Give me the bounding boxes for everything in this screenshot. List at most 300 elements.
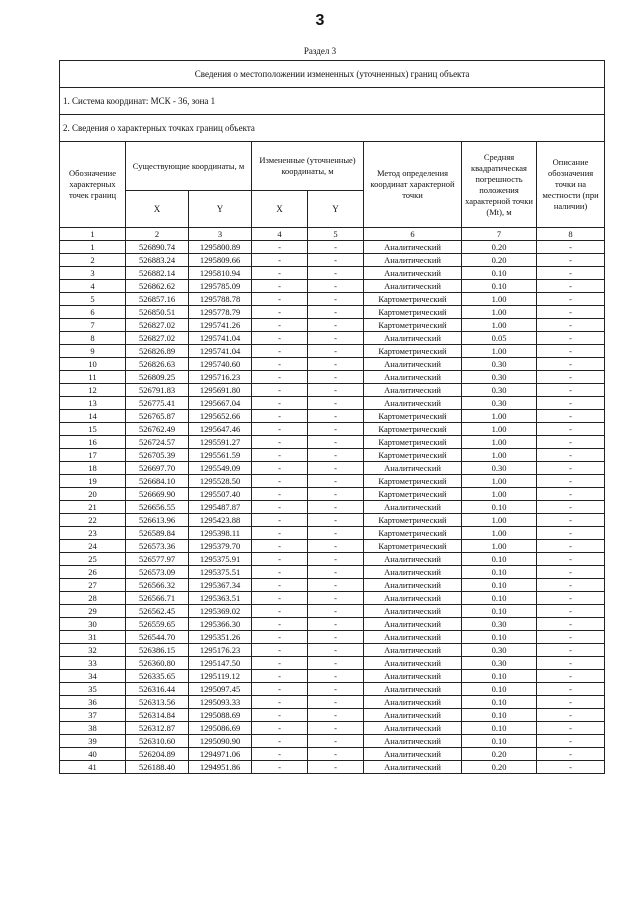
changed-y: - bbox=[308, 254, 364, 267]
point-number: 24 bbox=[60, 540, 126, 553]
table-row bbox=[60, 462, 605, 475]
existing-y: 1295367.34 bbox=[189, 579, 252, 592]
description: - bbox=[537, 670, 605, 683]
point-number: 26 bbox=[60, 566, 126, 579]
changed-y: - bbox=[308, 280, 364, 293]
description: - bbox=[537, 540, 605, 553]
point-number: 2 bbox=[60, 254, 126, 267]
point-number: 15 bbox=[60, 423, 126, 436]
existing-x: 526862.62 bbox=[126, 280, 189, 293]
table-row bbox=[60, 605, 605, 618]
description: - bbox=[537, 748, 605, 761]
column-number-row bbox=[60, 228, 605, 241]
table-row bbox=[60, 761, 605, 774]
table-row bbox=[60, 709, 605, 722]
changed-x: - bbox=[252, 241, 308, 254]
point-number: 39 bbox=[60, 735, 126, 748]
changed-y: - bbox=[308, 384, 364, 397]
existing-y: 1295741.04 bbox=[189, 345, 252, 358]
table-row bbox=[60, 449, 605, 462]
description: - bbox=[537, 501, 605, 514]
point-number: 34 bbox=[60, 670, 126, 683]
column-number: 6 bbox=[364, 228, 462, 241]
existing-y: 1295652.66 bbox=[189, 410, 252, 423]
error: 1.00 bbox=[462, 475, 537, 488]
description: - bbox=[537, 683, 605, 696]
existing-y: 1295351.26 bbox=[189, 631, 252, 644]
method: Аналитический bbox=[364, 709, 462, 722]
existing-x: 526316.44 bbox=[126, 683, 189, 696]
boundary-points-table bbox=[59, 60, 605, 774]
error: 0.30 bbox=[462, 657, 537, 670]
method: Аналитический bbox=[364, 748, 462, 761]
existing-x: 526826.89 bbox=[126, 345, 189, 358]
error: 0.10 bbox=[462, 696, 537, 709]
table-row bbox=[60, 254, 605, 267]
error: 0.30 bbox=[462, 397, 537, 410]
existing-x: 526791.83 bbox=[126, 384, 189, 397]
changed-x: - bbox=[252, 631, 308, 644]
method: Аналитический bbox=[364, 696, 462, 709]
table-row bbox=[60, 748, 605, 761]
point-number: 17 bbox=[60, 449, 126, 462]
method: Аналитический bbox=[364, 397, 462, 410]
existing-y: 1295591.27 bbox=[189, 436, 252, 449]
method: Аналитический bbox=[364, 371, 462, 384]
error: 0.20 bbox=[462, 761, 537, 774]
header-existing-y: Y bbox=[189, 191, 252, 228]
point-number: 18 bbox=[60, 462, 126, 475]
column-number: 8 bbox=[537, 228, 605, 241]
existing-x: 526775.41 bbox=[126, 397, 189, 410]
error: 1.00 bbox=[462, 436, 537, 449]
point-number: 16 bbox=[60, 436, 126, 449]
existing-x: 526883.24 bbox=[126, 254, 189, 267]
existing-y: 1295561.59 bbox=[189, 449, 252, 462]
method: Картометрический bbox=[364, 475, 462, 488]
changed-y: - bbox=[308, 566, 364, 579]
table-title: Сведения о местоположении измененных (уточненных) границ объекта bbox=[60, 61, 605, 88]
changed-y: - bbox=[308, 475, 364, 488]
changed-x: - bbox=[252, 345, 308, 358]
changed-y: - bbox=[308, 644, 364, 657]
point-number: 8 bbox=[60, 332, 126, 345]
point-number: 38 bbox=[60, 722, 126, 735]
existing-x: 526188.40 bbox=[126, 761, 189, 774]
table-row bbox=[60, 384, 605, 397]
table-row bbox=[60, 501, 605, 514]
error: 0.30 bbox=[462, 384, 537, 397]
points-section-line: 2. Сведения о характерных точках границ объекта bbox=[60, 115, 605, 142]
changed-x: - bbox=[252, 267, 308, 280]
point-number: 12 bbox=[60, 384, 126, 397]
table-row bbox=[60, 540, 605, 553]
table-row bbox=[60, 306, 605, 319]
existing-x: 526765.87 bbox=[126, 410, 189, 423]
changed-y: - bbox=[308, 527, 364, 540]
error: 0.30 bbox=[462, 462, 537, 475]
error: 0.30 bbox=[462, 371, 537, 384]
method: Картометрический bbox=[364, 449, 462, 462]
method: Аналитический bbox=[364, 384, 462, 397]
changed-y: - bbox=[308, 605, 364, 618]
changed-x: - bbox=[252, 735, 308, 748]
method: Аналитический bbox=[364, 761, 462, 774]
description: - bbox=[537, 332, 605, 345]
description: - bbox=[537, 462, 605, 475]
point-number: 19 bbox=[60, 475, 126, 488]
changed-y: - bbox=[308, 553, 364, 566]
point-number: 22 bbox=[60, 514, 126, 527]
point-number: 3 bbox=[60, 267, 126, 280]
table-row bbox=[60, 332, 605, 345]
existing-y: 1295487.87 bbox=[189, 501, 252, 514]
error: 0.10 bbox=[462, 280, 537, 293]
description: - bbox=[537, 553, 605, 566]
page-number: 3 bbox=[315, 12, 325, 29]
point-number: 10 bbox=[60, 358, 126, 371]
error: 0.10 bbox=[462, 722, 537, 735]
existing-x: 526669.90 bbox=[126, 488, 189, 501]
description: - bbox=[537, 722, 605, 735]
point-number: 20 bbox=[60, 488, 126, 501]
changed-y: - bbox=[308, 631, 364, 644]
existing-y: 1295423.88 bbox=[189, 514, 252, 527]
point-number: 13 bbox=[60, 397, 126, 410]
error: 1.00 bbox=[462, 514, 537, 527]
error: 0.30 bbox=[462, 644, 537, 657]
header-existing-x: X bbox=[126, 191, 189, 228]
existing-y: 1295097.45 bbox=[189, 683, 252, 696]
changed-y: - bbox=[308, 267, 364, 280]
changed-x: - bbox=[252, 371, 308, 384]
existing-y: 1295363.51 bbox=[189, 592, 252, 605]
existing-y: 1295366.30 bbox=[189, 618, 252, 631]
description: - bbox=[537, 241, 605, 254]
description: - bbox=[537, 371, 605, 384]
method: Аналитический bbox=[364, 254, 462, 267]
coordinate-system-line: 1. Система координат: МСК - 36, зона 1 bbox=[60, 88, 605, 115]
table-row bbox=[60, 618, 605, 631]
table-row bbox=[60, 657, 605, 670]
description: - bbox=[537, 358, 605, 371]
changed-x: - bbox=[252, 592, 308, 605]
changed-y: - bbox=[308, 332, 364, 345]
changed-x: - bbox=[252, 644, 308, 657]
changed-y: - bbox=[308, 657, 364, 670]
error: 0.30 bbox=[462, 358, 537, 371]
changed-x: - bbox=[252, 722, 308, 735]
changed-x: - bbox=[252, 397, 308, 410]
changed-y: - bbox=[308, 748, 364, 761]
error: 1.00 bbox=[462, 293, 537, 306]
table-row bbox=[60, 280, 605, 293]
table-row bbox=[60, 696, 605, 709]
existing-x: 526697.70 bbox=[126, 462, 189, 475]
existing-y: 1295810.94 bbox=[189, 267, 252, 280]
method: Картометрический bbox=[364, 514, 462, 527]
existing-y: 1295379.70 bbox=[189, 540, 252, 553]
changed-y: - bbox=[308, 696, 364, 709]
error: 1.00 bbox=[462, 410, 537, 423]
existing-y: 1295741.26 bbox=[189, 319, 252, 332]
error: 0.10 bbox=[462, 670, 537, 683]
description: - bbox=[537, 293, 605, 306]
existing-x: 526335.65 bbox=[126, 670, 189, 683]
changed-x: - bbox=[252, 332, 308, 345]
existing-y: 1294971.06 bbox=[189, 748, 252, 761]
changed-y: - bbox=[308, 618, 364, 631]
method: Аналитический bbox=[364, 631, 462, 644]
changed-y: - bbox=[308, 371, 364, 384]
description: - bbox=[537, 475, 605, 488]
method: Аналитический bbox=[364, 553, 462, 566]
changed-y: - bbox=[308, 579, 364, 592]
column-number: 5 bbox=[308, 228, 364, 241]
existing-x: 526890.74 bbox=[126, 241, 189, 254]
changed-x: - bbox=[252, 579, 308, 592]
changed-x: - bbox=[252, 540, 308, 553]
existing-y: 1294951.86 bbox=[189, 761, 252, 774]
table-row bbox=[60, 358, 605, 371]
existing-x: 526204.89 bbox=[126, 748, 189, 761]
existing-y: 1295507.40 bbox=[189, 488, 252, 501]
table-row bbox=[60, 566, 605, 579]
existing-y: 1295778.79 bbox=[189, 306, 252, 319]
existing-x: 526312.87 bbox=[126, 722, 189, 735]
error: 0.10 bbox=[462, 566, 537, 579]
point-number: 33 bbox=[60, 657, 126, 670]
method: Аналитический bbox=[364, 566, 462, 579]
table-row bbox=[60, 241, 605, 254]
existing-y: 1295716.23 bbox=[189, 371, 252, 384]
existing-y: 1295369.02 bbox=[189, 605, 252, 618]
description: - bbox=[537, 384, 605, 397]
method: Аналитический bbox=[364, 670, 462, 683]
point-number: 11 bbox=[60, 371, 126, 384]
changed-x: - bbox=[252, 306, 308, 319]
changed-y: - bbox=[308, 306, 364, 319]
header-method: Метод определения координат характерной точки bbox=[364, 142, 462, 228]
changed-x: - bbox=[252, 254, 308, 267]
changed-y: - bbox=[308, 592, 364, 605]
error: 0.10 bbox=[462, 735, 537, 748]
method: Аналитический bbox=[364, 241, 462, 254]
header-description: Описание обозначения точки на местности (при наличии) bbox=[537, 142, 605, 228]
changed-x: - bbox=[252, 709, 308, 722]
error: 0.20 bbox=[462, 748, 537, 761]
error: 1.00 bbox=[462, 540, 537, 553]
error: 0.10 bbox=[462, 579, 537, 592]
existing-x: 526827.02 bbox=[126, 319, 189, 332]
point-number: 6 bbox=[60, 306, 126, 319]
table-row bbox=[60, 683, 605, 696]
header-error: Средняя квадратическая погрешность положения характерной точки (Mt), м bbox=[462, 142, 537, 228]
changed-y: - bbox=[308, 293, 364, 306]
method: Картометрический bbox=[364, 319, 462, 332]
changed-y: - bbox=[308, 722, 364, 735]
method: Аналитический bbox=[364, 722, 462, 735]
existing-y: 1295800.89 bbox=[189, 241, 252, 254]
table-row bbox=[60, 410, 605, 423]
changed-y: - bbox=[308, 462, 364, 475]
error: 0.10 bbox=[462, 592, 537, 605]
error: 0.10 bbox=[462, 631, 537, 644]
description: - bbox=[537, 319, 605, 332]
existing-y: 1295691.80 bbox=[189, 384, 252, 397]
changed-y: - bbox=[308, 319, 364, 332]
changed-y: - bbox=[308, 670, 364, 683]
table-row bbox=[60, 644, 605, 657]
description: - bbox=[537, 592, 605, 605]
point-number: 30 bbox=[60, 618, 126, 631]
description: - bbox=[537, 761, 605, 774]
description: - bbox=[537, 735, 605, 748]
changed-x: - bbox=[252, 293, 308, 306]
existing-y: 1295740.60 bbox=[189, 358, 252, 371]
existing-y: 1295785.09 bbox=[189, 280, 252, 293]
method: Аналитический bbox=[364, 280, 462, 293]
existing-y: 1295667.04 bbox=[189, 397, 252, 410]
existing-x: 526882.14 bbox=[126, 267, 189, 280]
method: Аналитический bbox=[364, 332, 462, 345]
existing-x: 526809.25 bbox=[126, 371, 189, 384]
existing-x: 526850.51 bbox=[126, 306, 189, 319]
point-number: 40 bbox=[60, 748, 126, 761]
error: 1.00 bbox=[462, 306, 537, 319]
changed-y: - bbox=[308, 397, 364, 410]
changed-x: - bbox=[252, 748, 308, 761]
description: - bbox=[537, 631, 605, 644]
method: Картометрический bbox=[364, 345, 462, 358]
description: - bbox=[537, 306, 605, 319]
description: - bbox=[537, 267, 605, 280]
point-number: 32 bbox=[60, 644, 126, 657]
changed-y: - bbox=[308, 436, 364, 449]
method: Картометрический bbox=[364, 488, 462, 501]
description: - bbox=[537, 488, 605, 501]
description: - bbox=[537, 527, 605, 540]
existing-x: 526613.96 bbox=[126, 514, 189, 527]
description: - bbox=[537, 605, 605, 618]
changed-x: - bbox=[252, 618, 308, 631]
changed-y: - bbox=[308, 358, 364, 371]
method: Картометрический bbox=[364, 423, 462, 436]
changed-x: - bbox=[252, 358, 308, 371]
changed-x: - bbox=[252, 475, 308, 488]
changed-y: - bbox=[308, 449, 364, 462]
changed-y: - bbox=[308, 410, 364, 423]
point-number: 37 bbox=[60, 709, 126, 722]
method: Аналитический bbox=[364, 501, 462, 514]
changed-x: - bbox=[252, 488, 308, 501]
description: - bbox=[537, 514, 605, 527]
existing-x: 526559.65 bbox=[126, 618, 189, 631]
method: Аналитический bbox=[364, 579, 462, 592]
existing-y: 1295741.04 bbox=[189, 332, 252, 345]
existing-x: 526656.55 bbox=[126, 501, 189, 514]
existing-y: 1295147.50 bbox=[189, 657, 252, 670]
method: Аналитический bbox=[364, 592, 462, 605]
existing-x: 526386.15 bbox=[126, 644, 189, 657]
changed-x: - bbox=[252, 384, 308, 397]
changed-y: - bbox=[308, 345, 364, 358]
existing-x: 526566.71 bbox=[126, 592, 189, 605]
table-row bbox=[60, 436, 605, 449]
changed-x: - bbox=[252, 319, 308, 332]
point-number: 29 bbox=[60, 605, 126, 618]
method: Картометрический bbox=[364, 306, 462, 319]
point-number: 21 bbox=[60, 501, 126, 514]
table-row bbox=[60, 527, 605, 540]
header-changed-y: Y bbox=[308, 191, 364, 228]
description: - bbox=[537, 579, 605, 592]
method: Картометрический bbox=[364, 527, 462, 540]
changed-x: - bbox=[252, 670, 308, 683]
changed-x: - bbox=[252, 462, 308, 475]
existing-x: 526573.36 bbox=[126, 540, 189, 553]
changed-x: - bbox=[252, 696, 308, 709]
description: - bbox=[537, 566, 605, 579]
table-row bbox=[60, 592, 605, 605]
existing-x: 526314.84 bbox=[126, 709, 189, 722]
error: 1.00 bbox=[462, 488, 537, 501]
point-number: 1 bbox=[60, 241, 126, 254]
description: - bbox=[537, 410, 605, 423]
existing-x: 526310.60 bbox=[126, 735, 189, 748]
column-number: 3 bbox=[189, 228, 252, 241]
column-number: 7 bbox=[462, 228, 537, 241]
point-number: 5 bbox=[60, 293, 126, 306]
existing-y: 1295398.11 bbox=[189, 527, 252, 540]
table-row bbox=[60, 371, 605, 384]
table-row bbox=[60, 735, 605, 748]
table-row bbox=[60, 514, 605, 527]
existing-y: 1295375.91 bbox=[189, 553, 252, 566]
point-number: 31 bbox=[60, 631, 126, 644]
existing-y: 1295088.69 bbox=[189, 709, 252, 722]
header-changed-coordinates: Измененные (уточненные) координаты, м bbox=[252, 142, 364, 191]
existing-y: 1295090.90 bbox=[189, 735, 252, 748]
table-row bbox=[60, 319, 605, 332]
existing-y: 1295647.46 bbox=[189, 423, 252, 436]
changed-x: - bbox=[252, 761, 308, 774]
changed-y: - bbox=[308, 683, 364, 696]
point-number: 23 bbox=[60, 527, 126, 540]
existing-x: 526544.70 bbox=[126, 631, 189, 644]
changed-y: - bbox=[308, 540, 364, 553]
changed-x: - bbox=[252, 423, 308, 436]
error: 1.00 bbox=[462, 319, 537, 332]
point-number: 41 bbox=[60, 761, 126, 774]
error: 0.10 bbox=[462, 267, 537, 280]
error: 0.20 bbox=[462, 241, 537, 254]
changed-x: - bbox=[252, 683, 308, 696]
description: - bbox=[537, 657, 605, 670]
point-number: 28 bbox=[60, 592, 126, 605]
error: 1.00 bbox=[462, 423, 537, 436]
existing-y: 1295528.50 bbox=[189, 475, 252, 488]
existing-y: 1295093.33 bbox=[189, 696, 252, 709]
method: Аналитический bbox=[364, 358, 462, 371]
point-number: 36 bbox=[60, 696, 126, 709]
error: 1.00 bbox=[462, 527, 537, 540]
description: - bbox=[537, 709, 605, 722]
existing-x: 526577.97 bbox=[126, 553, 189, 566]
method: Аналитический bbox=[364, 267, 462, 280]
method: Аналитический bbox=[364, 683, 462, 696]
existing-y: 1295788.78 bbox=[189, 293, 252, 306]
